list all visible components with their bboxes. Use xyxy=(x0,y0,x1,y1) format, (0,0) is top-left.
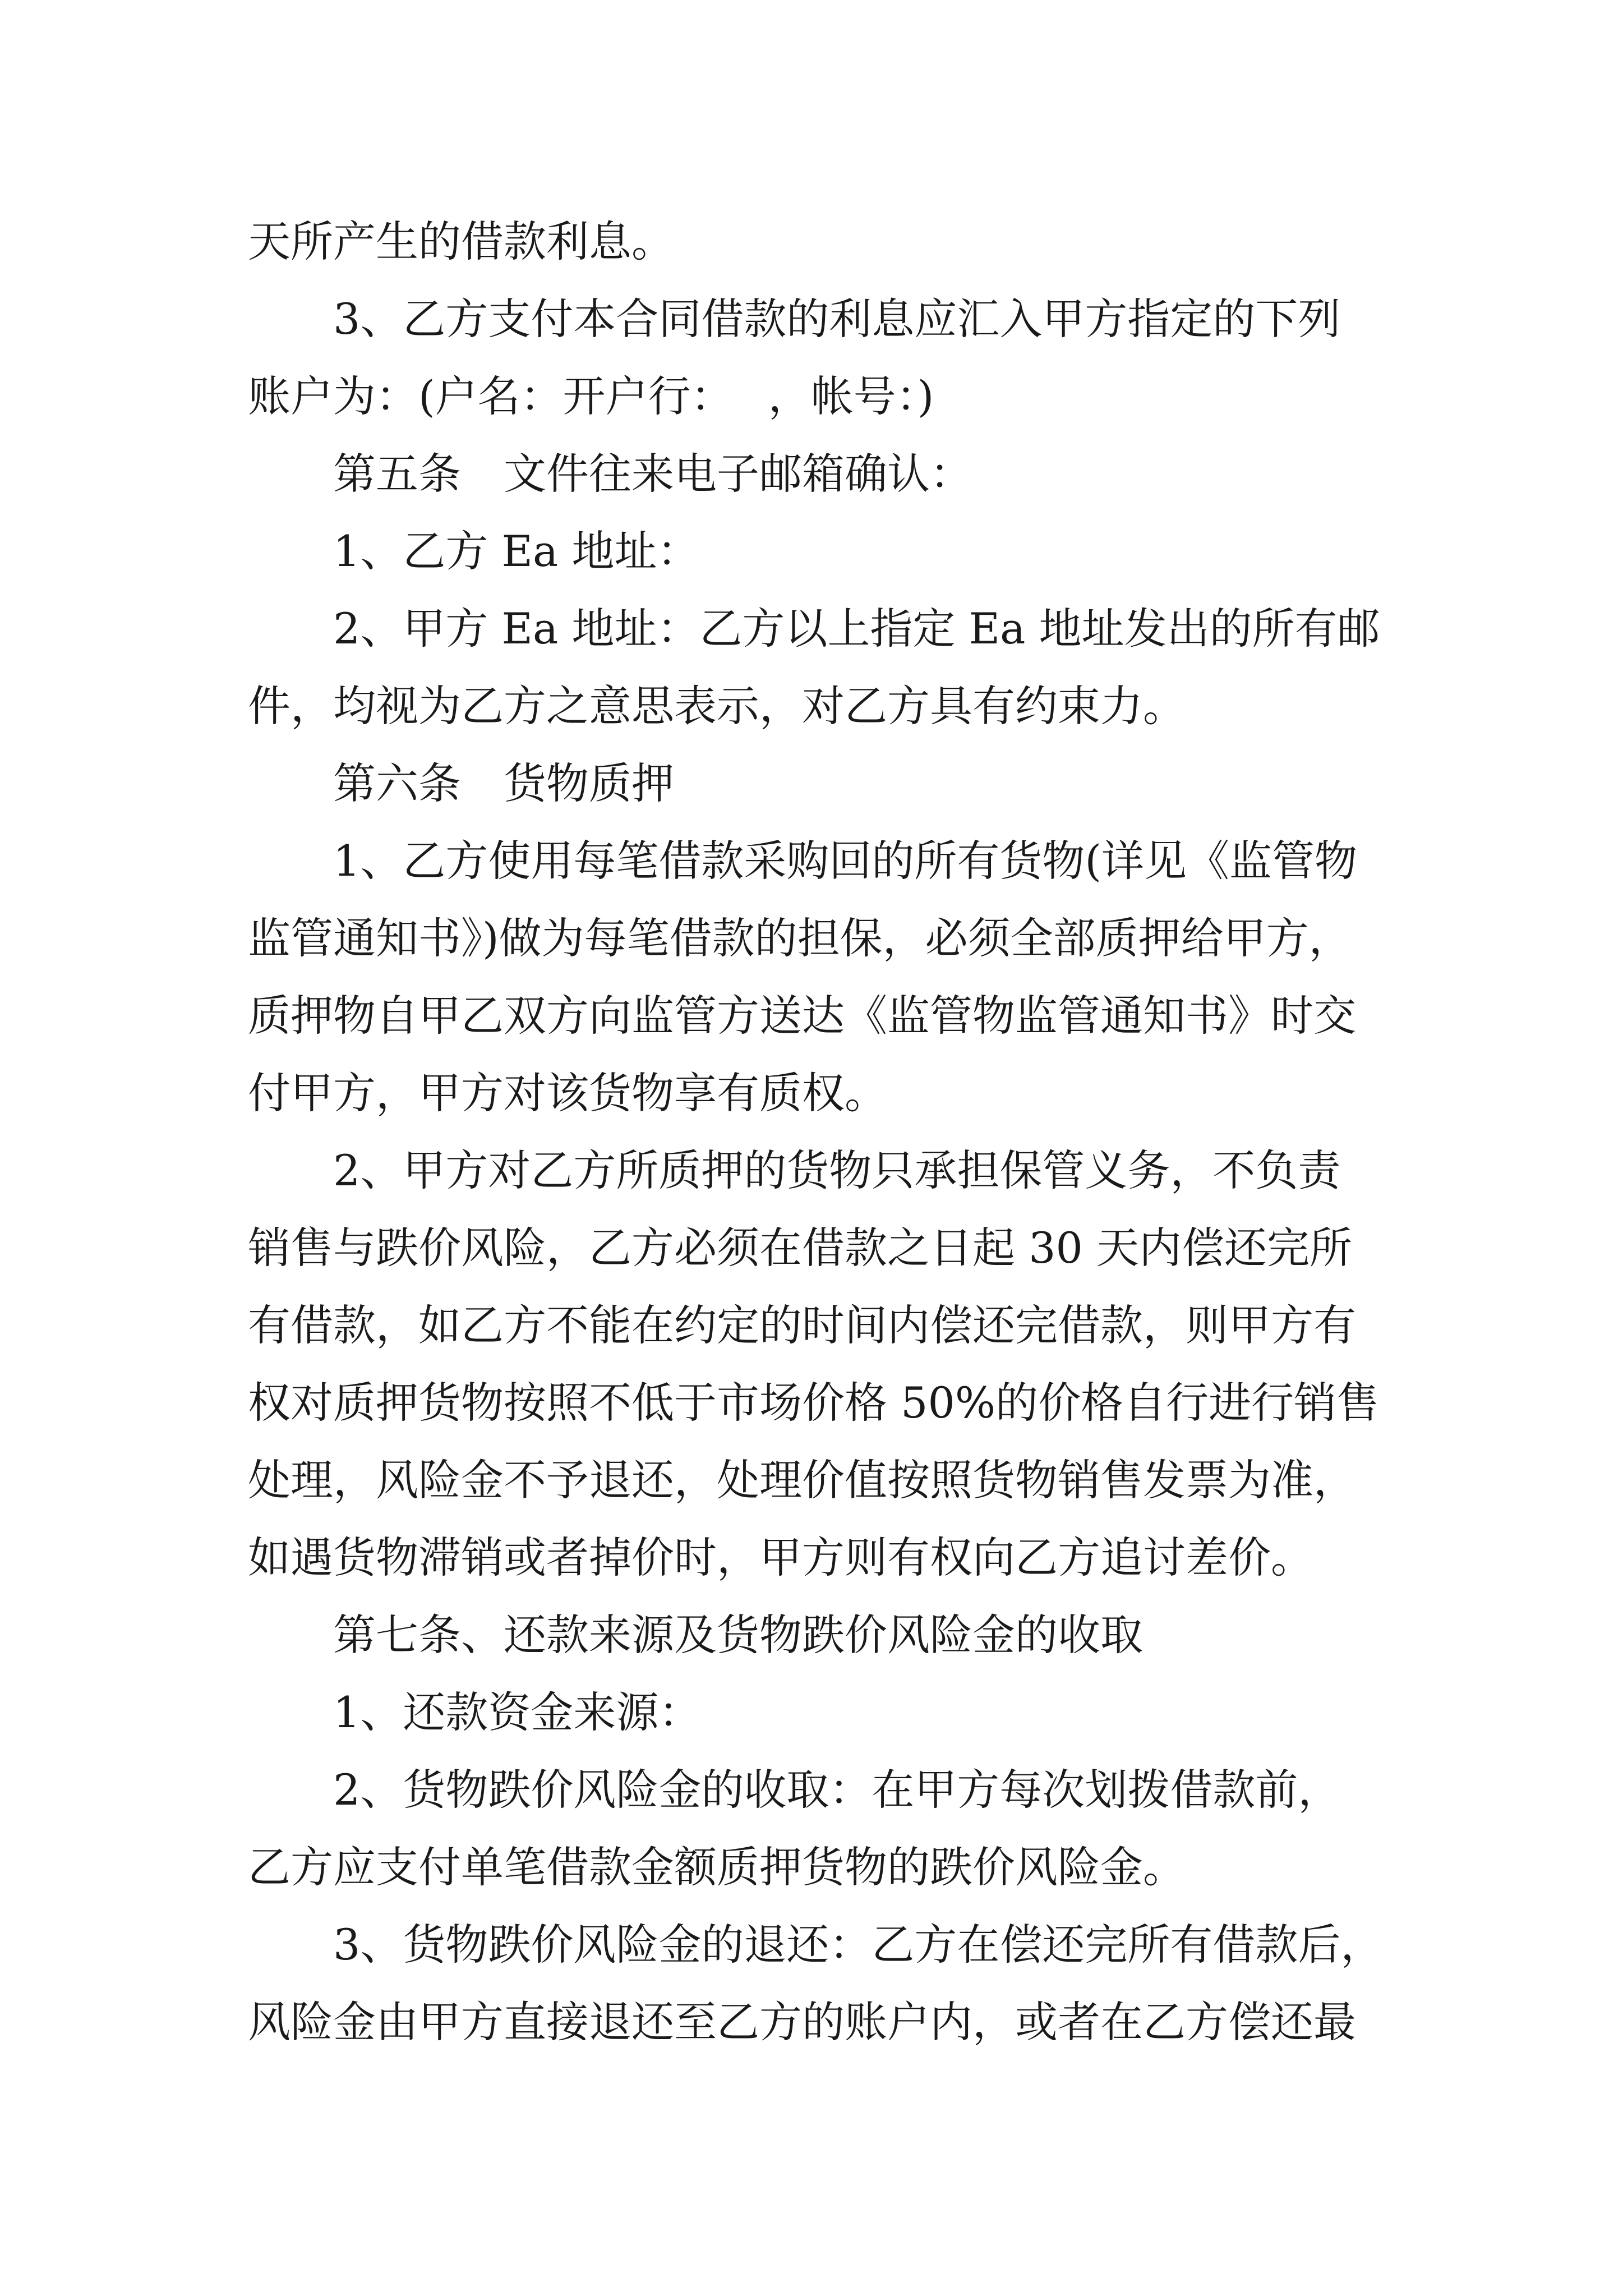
text-line: 2、甲方 Ea 地址：乙方以上指定 Ea 地址发出的所有邮 xyxy=(333,604,1380,654)
text-line: 权对质押货物按照不低于市场价格 50%的价格自行进行销售 xyxy=(248,1378,1380,1428)
text-line: 3、乙方支付本合同借款的利息应汇入甲方指定的下列 xyxy=(333,294,1341,344)
text-line: 风险金由甲方直接退还至乙方的账户内，或者在乙方偿还最 xyxy=(248,1997,1356,2047)
text-line: 1、还款资金来源： xyxy=(333,1687,702,1737)
text-line: 1、乙方使用每笔借款采购回的所有货物(详见《监管物 xyxy=(333,836,1358,886)
contract-text-block xyxy=(248,203,1386,2061)
text-line: 付甲方，甲方对该货物享有质权。 xyxy=(248,1068,887,1118)
section-heading: 第五条 文件往来电子邮箱确认： xyxy=(333,449,972,499)
text-line: 天所产生的借款利息。 xyxy=(248,217,674,266)
text-line: 有借款，如乙方不能在约定的时间内偿还完借款，则甲方有 xyxy=(248,1300,1356,1350)
text-line: 如遇货物滞销或者掉价时，甲方则有权向乙方追讨差价。 xyxy=(248,1533,1313,1582)
text-line: 件，均视为乙方之意思表示，对乙方具有约束力。 xyxy=(248,681,1186,731)
text-line: 质押物自甲乙双方向监管方送达《监管物监管通知书》时交 xyxy=(248,991,1356,1041)
section-heading: 第六条 货物质押 xyxy=(333,758,674,808)
text-line: 账户为：(户名：开户行： ，帐号：) xyxy=(248,371,934,421)
text-line: 1、乙方 Ea 地址： xyxy=(333,526,700,576)
text-line: 销售与跌价风险，乙方必须在借款之日起 30 天内偿还完所 xyxy=(248,1223,1353,1273)
text-line: 2、甲方对乙方所质押的货物只承担保管义务，不负责 xyxy=(333,1145,1341,1195)
text-line: 3、货物跌价风险金的退还：乙方在偿还完所有借款后， xyxy=(333,1920,1384,1970)
text-line: 处理，风险金不予退还，处理价值按照货物销售发票为准， xyxy=(248,1455,1356,1505)
text-line: 乙方应支付单笔借款金额质押货物的跌价风险金。 xyxy=(248,1842,1186,1892)
text-line: 2、货物跌价风险金的收取：在甲方每次划拨借款前， xyxy=(333,1765,1341,1815)
section-heading: 第七条、还款来源及货物跌价风险金的收取 xyxy=(333,1610,1143,1660)
text-line: 监管通知书》)做为每笔借款的担保，必须全部质押给甲方， xyxy=(248,913,1352,963)
